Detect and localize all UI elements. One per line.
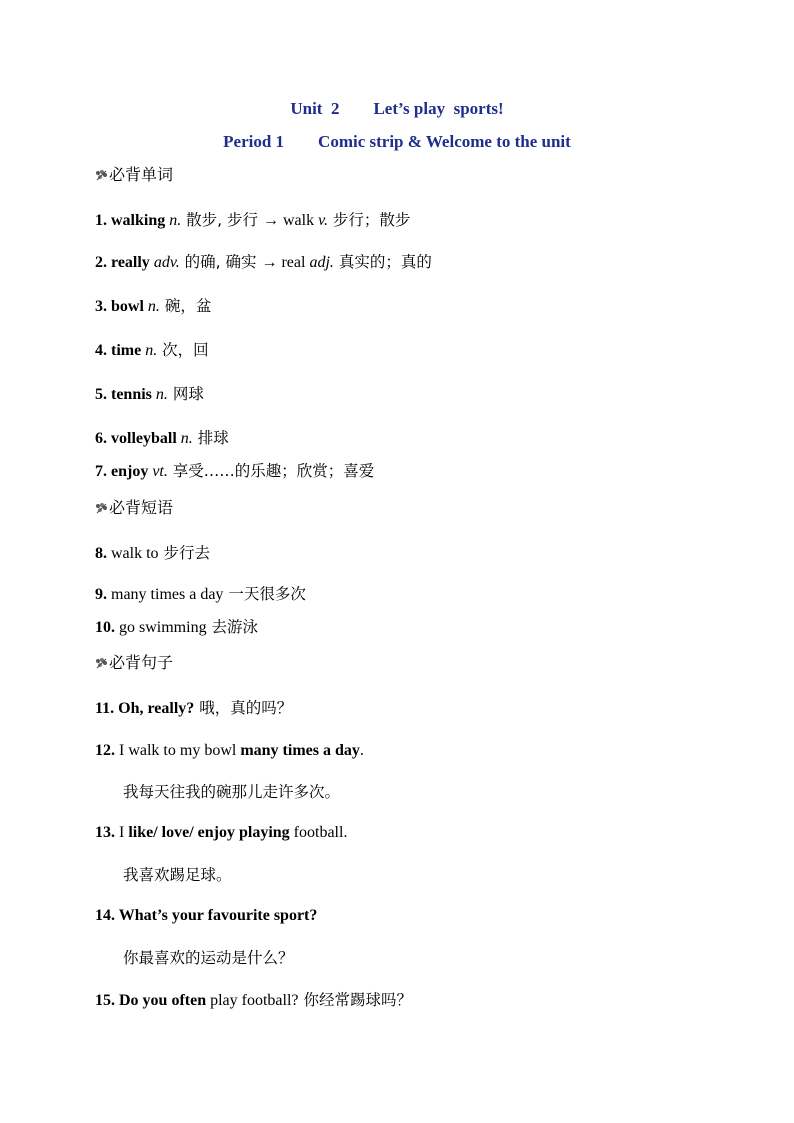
list-item: 2. really adv. 的确, 确实 → real adj. 真实的；真的 bbox=[95, 253, 432, 271]
section-heading-phrases bbox=[95, 498, 173, 518]
flower-icon bbox=[95, 169, 108, 181]
list-item: 15. Do you often play football? 你经常踢球吗？ bbox=[95, 991, 412, 1009]
translation: 我每天往我的碗那儿走许多次。 bbox=[123, 783, 341, 801]
list-item: 5. tennis n. 网球 bbox=[95, 385, 204, 403]
list-item: 14. What’s your favourite sport? bbox=[95, 907, 318, 924]
list-item: 3. bowl n. 碗，盆 bbox=[95, 297, 212, 315]
arrow-icon: → bbox=[262, 212, 279, 229]
list-item: 7. enjoy vt. 享受……的乐趣；欣赏；喜爱 bbox=[95, 462, 375, 480]
translation: 我喜欢踢足球。 bbox=[123, 866, 232, 884]
section-label: 必背单词 bbox=[109, 165, 174, 184]
section-heading-words bbox=[95, 165, 173, 185]
list-item: 13. I like/ love/ enjoy playing football. bbox=[95, 824, 348, 841]
list-item: 10. go swimming 去游泳 bbox=[95, 618, 258, 636]
list-item: 6. volleyball n. 排球 bbox=[95, 429, 229, 447]
list-item: 11. Oh, really? 哦，真的吗？ bbox=[95, 699, 293, 717]
section-heading-sentences bbox=[95, 653, 173, 673]
flower-icon bbox=[95, 657, 108, 669]
list-item: 4. time n. 次，回 bbox=[95, 341, 209, 359]
period-title: Period 1 Comic strip & Welcome to the unit bbox=[223, 132, 571, 151]
list-item: 8. walk to 步行去 bbox=[95, 544, 210, 562]
unit-title: Unit 2 Let’s play sports! bbox=[290, 99, 504, 118]
list-item: 12. I walk to my bowl many times a day. bbox=[95, 742, 364, 759]
arrow-icon: → bbox=[261, 254, 278, 271]
flower-icon bbox=[95, 502, 108, 514]
section-label: 必背句子 bbox=[109, 653, 174, 672]
list-item: 9. many times a day 一天很多次 bbox=[95, 585, 306, 603]
list-item: 1. walking n. 散步, 步行 → walk v. 步行；散步 bbox=[95, 211, 411, 229]
translation: 你最喜欢的运动是什么？ bbox=[123, 949, 294, 967]
section-label: 必背短语 bbox=[109, 498, 174, 517]
